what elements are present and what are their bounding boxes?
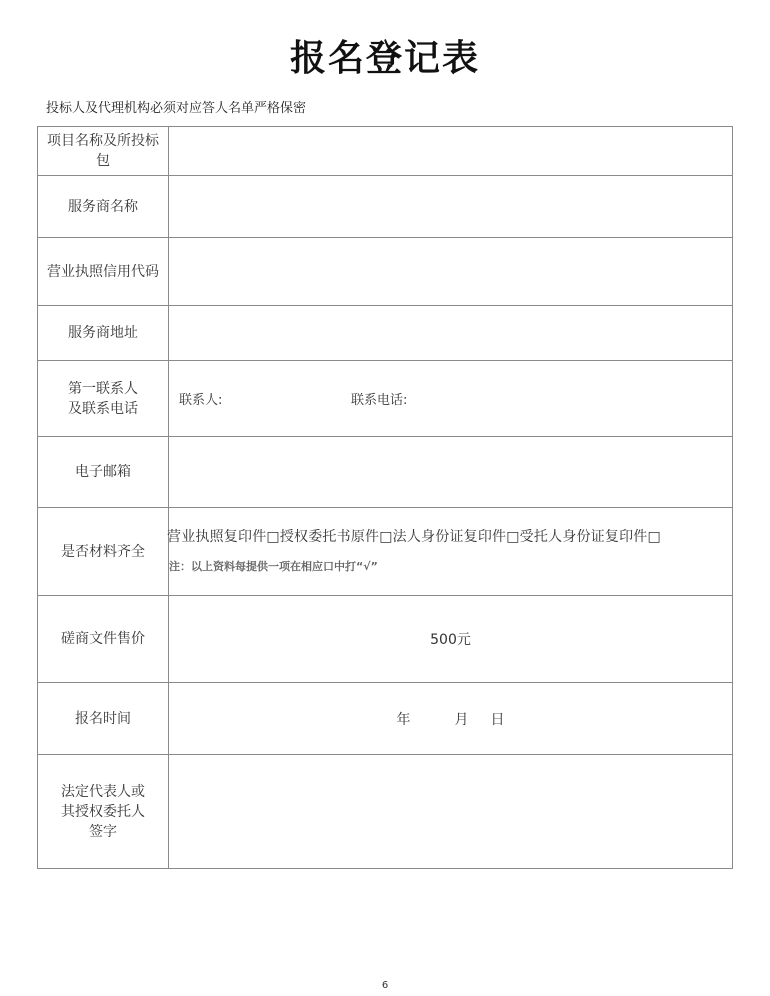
table-row: [38, 508, 733, 596]
project-label: 项目名称及所投标包: [47, 133, 159, 169]
table-row: [38, 127, 733, 176]
contact-phone-field[interactable]: 联系电话:: [351, 393, 408, 408]
table-row: [38, 176, 733, 238]
table-row: [38, 238, 733, 306]
table-row: [38, 306, 733, 361]
email-label-cell: [38, 437, 169, 508]
date-day: 日: [490, 711, 505, 728]
email-label: 电子邮箱: [75, 464, 131, 480]
price-value: 500元: [430, 632, 471, 648]
signature-label-cell: [38, 755, 169, 869]
price-label-cell: [38, 596, 169, 683]
price-value-cell: [169, 596, 733, 683]
license-code-input[interactable]: [169, 238, 733, 306]
date-month: 月: [454, 711, 469, 728]
materials-hint: 注：以上资料每提供一项在相应口中打“√”: [169, 559, 378, 573]
contact-person-field[interactable]: 联系人:: [179, 393, 223, 408]
address-label: 服务商地址: [68, 325, 138, 341]
table-row: [38, 683, 733, 755]
date-label: 报名时间: [75, 710, 131, 727]
signature-input[interactable]: [169, 755, 733, 869]
project-label-cell: [38, 127, 169, 176]
provider-name-label-cell: [38, 176, 169, 238]
form-title: 报名登记表: [289, 37, 480, 79]
date-year: 年: [396, 711, 411, 728]
provider-name-input[interactable]: [169, 176, 733, 238]
confidentiality-note: 投标人及代理机构必须对应答人名单严格保密: [46, 101, 307, 116]
date-value-cell[interactable]: [169, 683, 733, 755]
table-row: [38, 437, 733, 508]
registration-table: [37, 126, 733, 869]
project-input[interactable]: [169, 127, 733, 176]
license-code-label: 营业执照信用代码: [47, 263, 159, 280]
contact-value-cell: [169, 361, 733, 437]
materials-checklist[interactable]: 营业执照复印件□授权委托书原件□法人身份证复印件□受托人身份证复印件□: [167, 528, 661, 545]
email-input[interactable]: [169, 437, 733, 508]
table-row: [38, 361, 733, 437]
contact-label-cell: [38, 361, 169, 437]
contact-label-line2: 及联系电话: [68, 400, 138, 417]
license-code-label-cell: [38, 238, 169, 306]
date-label-cell: [38, 683, 169, 755]
materials-label-cell: [38, 508, 169, 596]
address-input[interactable]: [169, 306, 733, 361]
price-label: 磋商文件售价: [61, 631, 145, 647]
table-row: [38, 596, 733, 683]
materials-label: 是否材料齐全: [61, 543, 145, 560]
materials-cell: [169, 508, 733, 596]
address-label-cell: [38, 306, 169, 361]
provider-name-label: 服务商名称: [68, 198, 138, 215]
table-row: [38, 755, 733, 869]
page-number: 6: [381, 980, 389, 991]
signature-label: 法定代表人或其授权委托人签字: [61, 783, 145, 840]
contact-label-line1: 第一联系人: [68, 380, 138, 397]
